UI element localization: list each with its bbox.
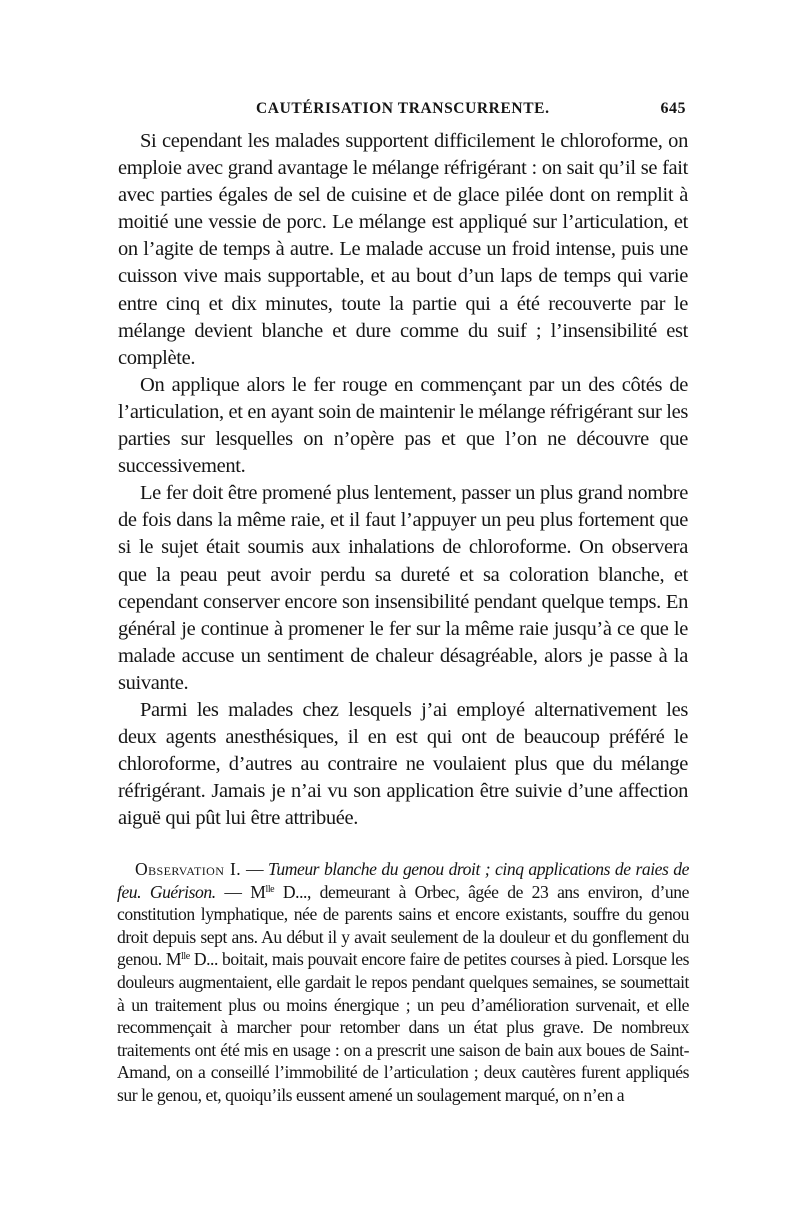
paragraph-2: On applique alors le fer rouge en commençant par un des côtés de l’articulation, et en ayant soin de maintenir le mélange réfrigérant sur les parties sur lesquelles on n’opère pas et que l’on ne découvre que successivement. xyxy=(118,373,688,478)
observation-label: Observation I. xyxy=(135,859,242,879)
page-number: 645 xyxy=(660,100,686,117)
page-header xyxy=(118,100,686,122)
running-title: CAUTÉRISATION TRANSCURRENTE. xyxy=(256,100,550,117)
mlle-prefix-2: M xyxy=(165,949,182,970)
observation-title: Tumeur blanche du genou droit ; cinq applications de raies de feu. Guérison. xyxy=(117,859,689,902)
observation-block xyxy=(117,858,689,1107)
observation-text-a: D..., demeurant à Orbec, âgée de 23 ans environ, d’une constitution lymphatique, née de parents sains et encore existants, souffre du genou droit depuis sept ans. Au début il y avait seulement de la douleur et du gonflement du genou. xyxy=(117,881,689,970)
observation-text-b: D... boitait, mais pouvait encore faire de petites courses à pied. Lorsque les douleurs augmentaient, elle gardait le repos pendant quelques semaines, se soumettait à un traitement plus ou moins énergique ; un peu d’amélioration survenait, et elle recommençait à marcher pour retomber dans un état plus grave. De nombreux traitements ont été mis en usage : on a prescrit une saison de bain aux boues de Saint-Amand, on a conseillé l’immobilité de l’articulation ; deux cautères furent appliqués sur le genou, et, quoiqu’ils eussent amené un soulagement marqué, on n’en a xyxy=(117,949,689,1105)
main-text xyxy=(118,128,688,832)
observation-dash: — xyxy=(245,859,264,879)
paragraph-3: Le fer doit être promené plus lentement, passer un plus grand nombre de fois dans la même raie, et il faut l’appuyer un peu plus fortement que si le sujet était soumis aux inhalations de chloroforme. On observera que la peau peut avoir perdu sa dureté et sa coloration blanche, et cependant conserver encore son insensibilité pendant quelque temps. En général je continue à promener le fer sur la même raie jusqu’à ce que le malade accuse un sentiment de chaleur désagréable, alors je passe à la suivante. xyxy=(118,482,688,694)
mlle-sup-1: lle xyxy=(265,883,275,895)
paragraph-4: Parmi les malades chez lesquels j’ai employé alternativement les deux agents anesthésiques, il en est qui ont de beaucoup préféré le chloroforme, d’autres au contraire ne voulaient plus que du mélange réfrigérant. Jamais je n’ai vu son application être suivie d’une affection aiguë qui pût lui être attribuée. xyxy=(118,698,688,830)
observation-dash-2: — xyxy=(224,881,242,902)
mlle-prefix-1: M xyxy=(250,881,266,902)
paragraph-1: Si cependant les malades supportent difficilement le chloroforme, on emploie avec grand avantage le mélange réfrigérant : on sait qu’il se fait avec parties égales de sel de cuisine et de glace pilée dont on remplit à moitié une vessie de porc. Le mélange est appliqué sur l’articulation, et on l’agite de temps à autre. Le malade accuse un froid intense, puis une cuisson vive mais supportable, et au bout d’un laps de temps qui varie entre cinq et dix minutes, toute la partie qui a été recouverte par le mélange devient blanche et dure comme du suif ; l’insensibilité est complète. xyxy=(118,130,688,369)
mlle-sup-2: lle xyxy=(181,951,190,963)
